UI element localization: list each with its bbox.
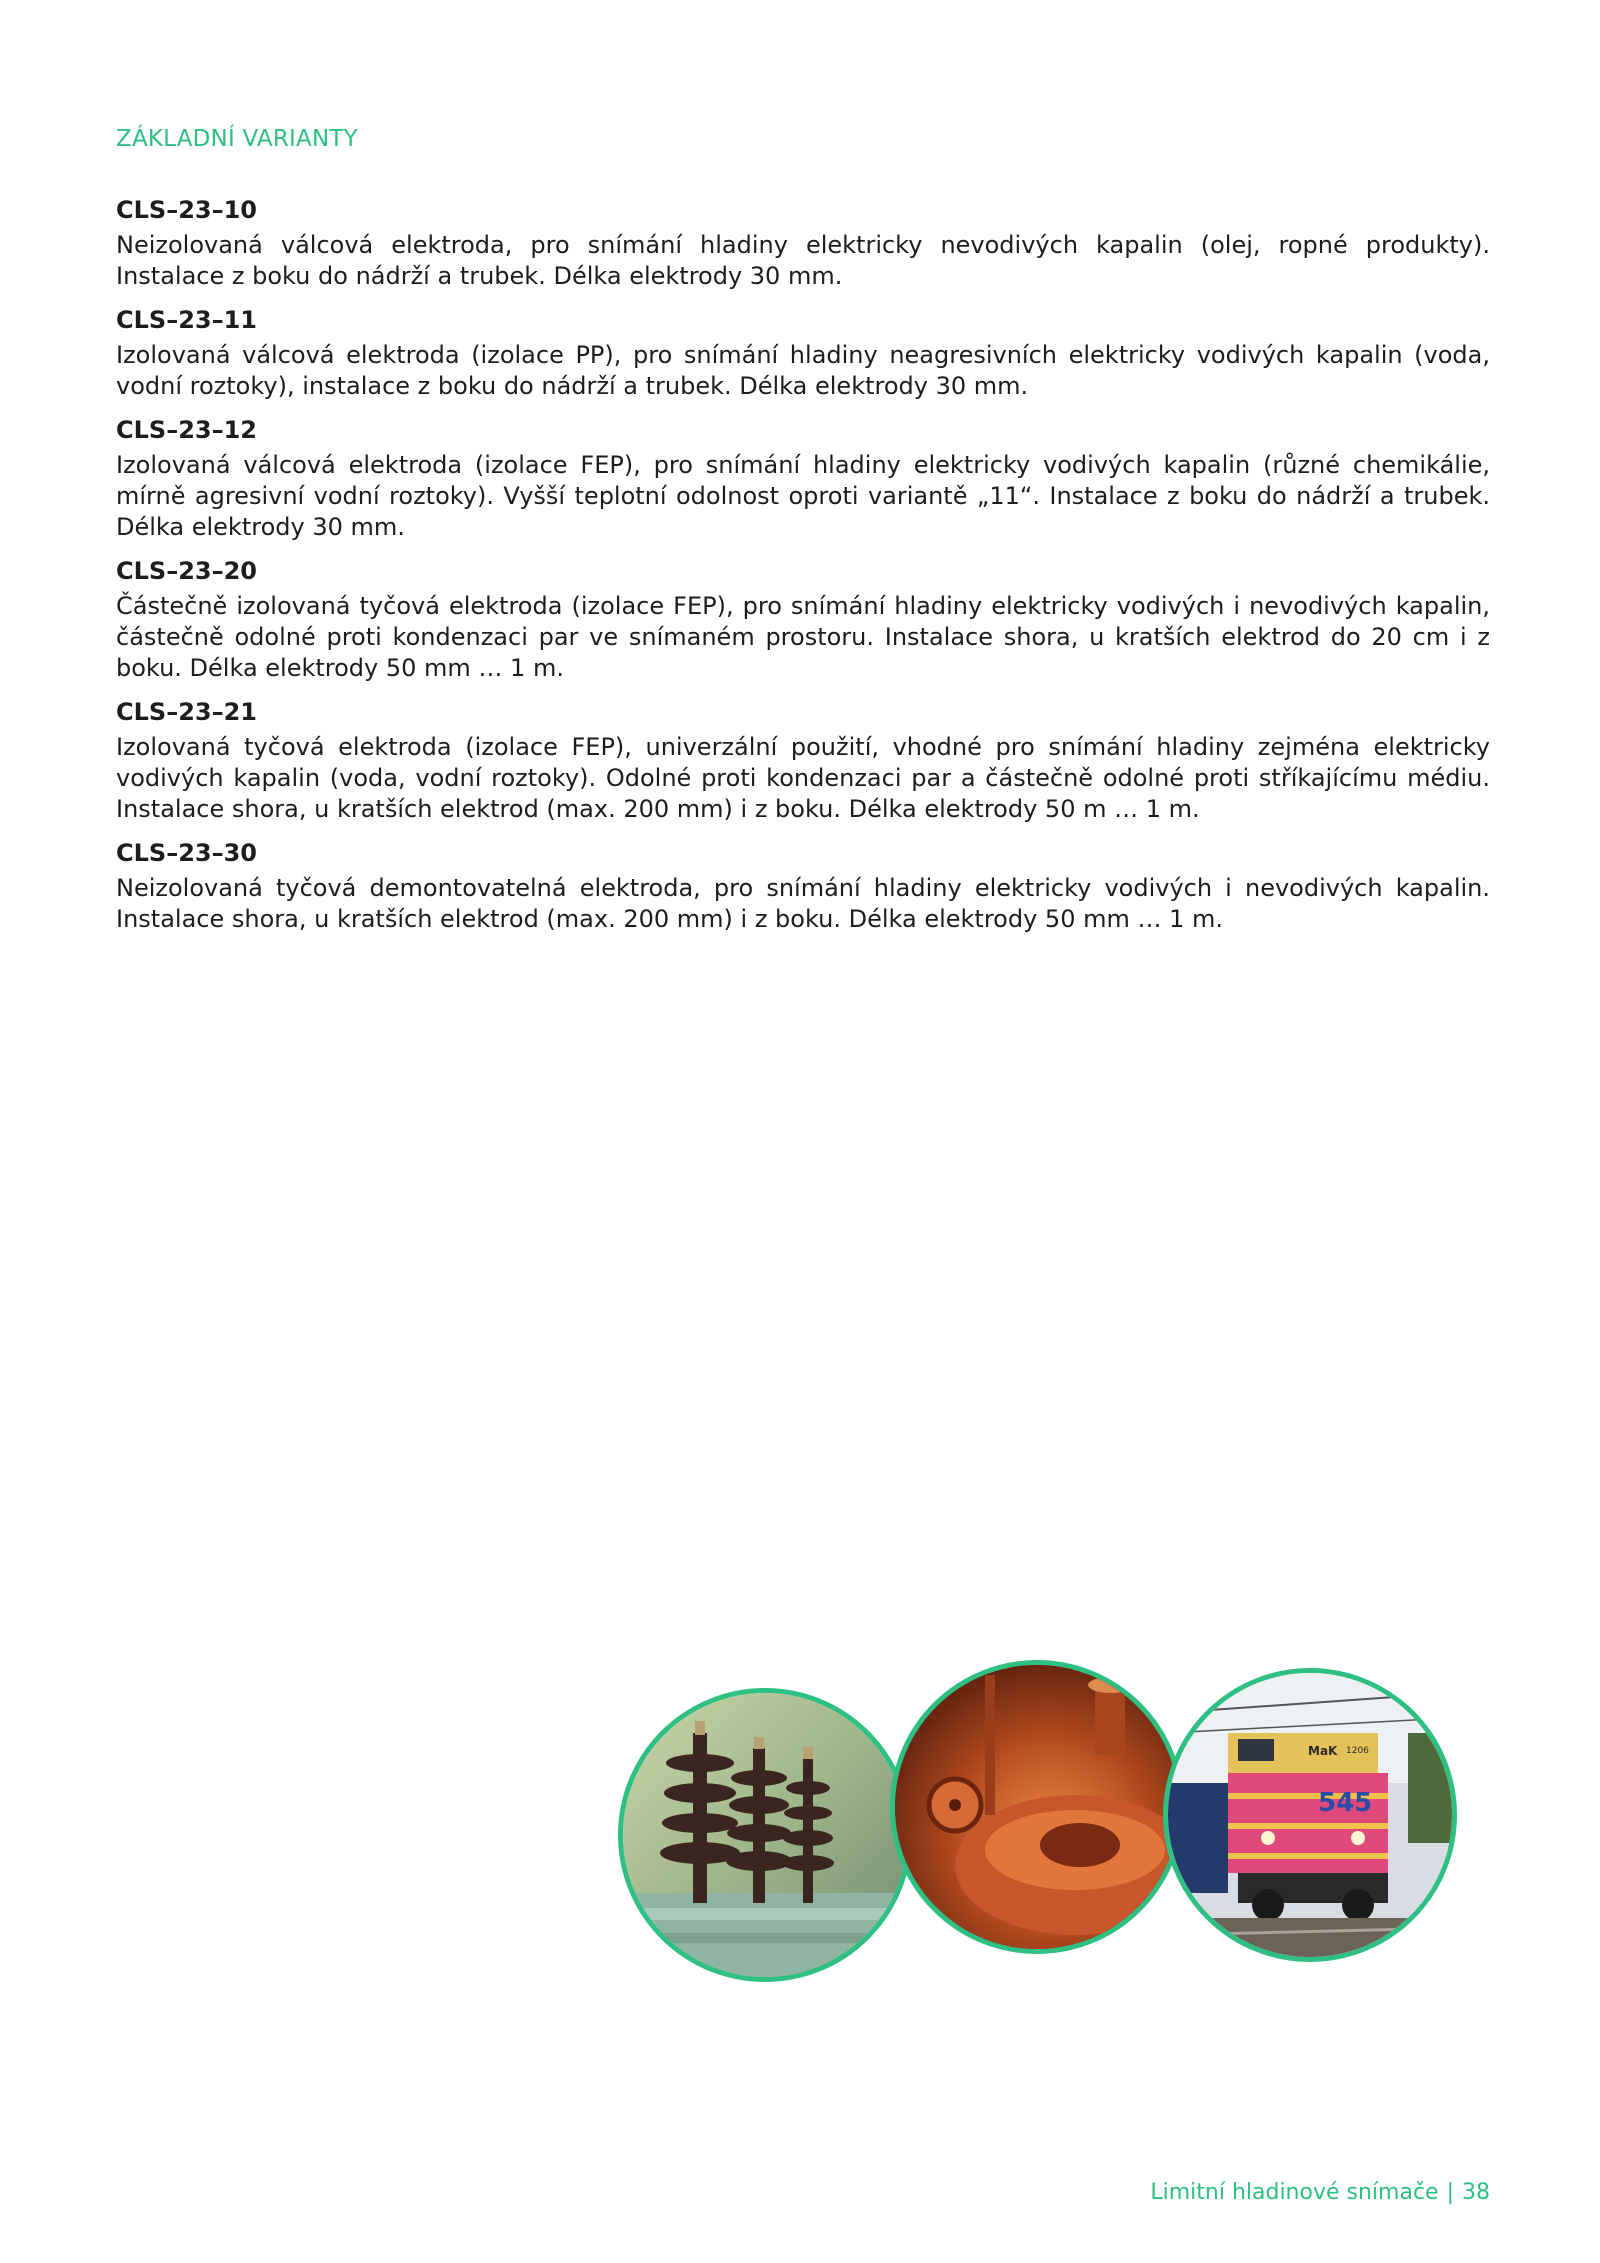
footer-separator: | [1446, 2180, 1454, 2205]
variant-description: Neizolovaná válcová elektroda, pro snímání hladiny elektricky nevodivých kapalin (olej, ropné produkty). Instalace z boku do nádrží a trubek. Délka elektrody 30 mm. [116, 231, 1490, 290]
variant-list [116, 194, 1490, 947]
variant-description: Neizolovaná tyčová demontovatelná elektroda, pro snímání hladiny elektricky vodivých i nevodivých kapalin. Instalace shora, u kratších elektrod (max. 200 mm) i z boku. Délka elektrody 50 mm … 1 m. [116, 874, 1490, 933]
page-footer [1150, 2180, 1490, 2205]
variant-code: CLS–23–10 [116, 196, 257, 224]
variant-description: Izolovaná tyčová elektroda (izolace FEP), univerzální použití, vhodné pro snímání hladiny zejména elektricky vodivých kapalin (voda, vodní roztoky). Odolné proti kondenzaci par a částečně odolné proti stříkajícímu médiu. Instalace shora, u kratších elektrod (max. 200 mm) i z boku. Délka elektrody 50 m … 1 m. [116, 733, 1490, 823]
section-title: ZÁKLADNÍ VARIANTY [116, 126, 358, 152]
variant-item [116, 555, 1490, 684]
page-number: 38 [1462, 2180, 1490, 2205]
variant-description: Izolovaná válcová elektroda (izolace PP), pro snímání hladiny neagresivních elektricky vodivých kapalin (voda, vodní roztoky), instalace z boku do nádrží a trubek. Délka elektrody 30 mm. [116, 341, 1490, 400]
variant-item [116, 304, 1490, 402]
locomotive-brand: MaK [1308, 1744, 1338, 1758]
variant-code: CLS–23–12 [116, 416, 257, 444]
photo-strip [618, 1660, 1498, 1995]
copper-brewing-kettle-photo [890, 1660, 1184, 1954]
variant-code: CLS–23–21 [116, 698, 257, 726]
variant-item [116, 696, 1490, 825]
variant-code: CLS–23–20 [116, 557, 257, 585]
variant-item [116, 837, 1490, 935]
variant-item [116, 194, 1490, 292]
variant-code: CLS–23–30 [116, 839, 257, 867]
variant-item [116, 414, 1490, 543]
variant-description: Izolovaná válcová elektroda (izolace FEP), pro snímání hladiny elektricky vodivých kapalin (různé chemikálie, mírně agresivní vodní roztoky). Vyšší teplotní odolnost oproti variantě „11“. Instalace z boku do nádrží a trubek. Délka elektrody 30 mm. [116, 451, 1490, 541]
footer-title: Limitní hladinové snímače [1150, 2180, 1439, 2205]
variant-description: Částečně izolovaná tyčová elektroda (izolace FEP), pro snímání hladiny elektricky vodivých i nevodivých kapalin, částečně odolné proti kondenzaci par ve snímaném prostoru. Instalace shora, u kratších elektrod do 20 cm i z boku. Délka elektrody 50 mm … 1 m. [116, 592, 1490, 682]
locomotive-photo [1163, 1668, 1457, 1962]
locomotive-number: 545 [1318, 1788, 1373, 1818]
transformer-insulators-photo [618, 1688, 912, 1982]
variant-code: CLS–23–11 [116, 306, 257, 334]
locomotive-plate: 1206 [1346, 1746, 1369, 1756]
